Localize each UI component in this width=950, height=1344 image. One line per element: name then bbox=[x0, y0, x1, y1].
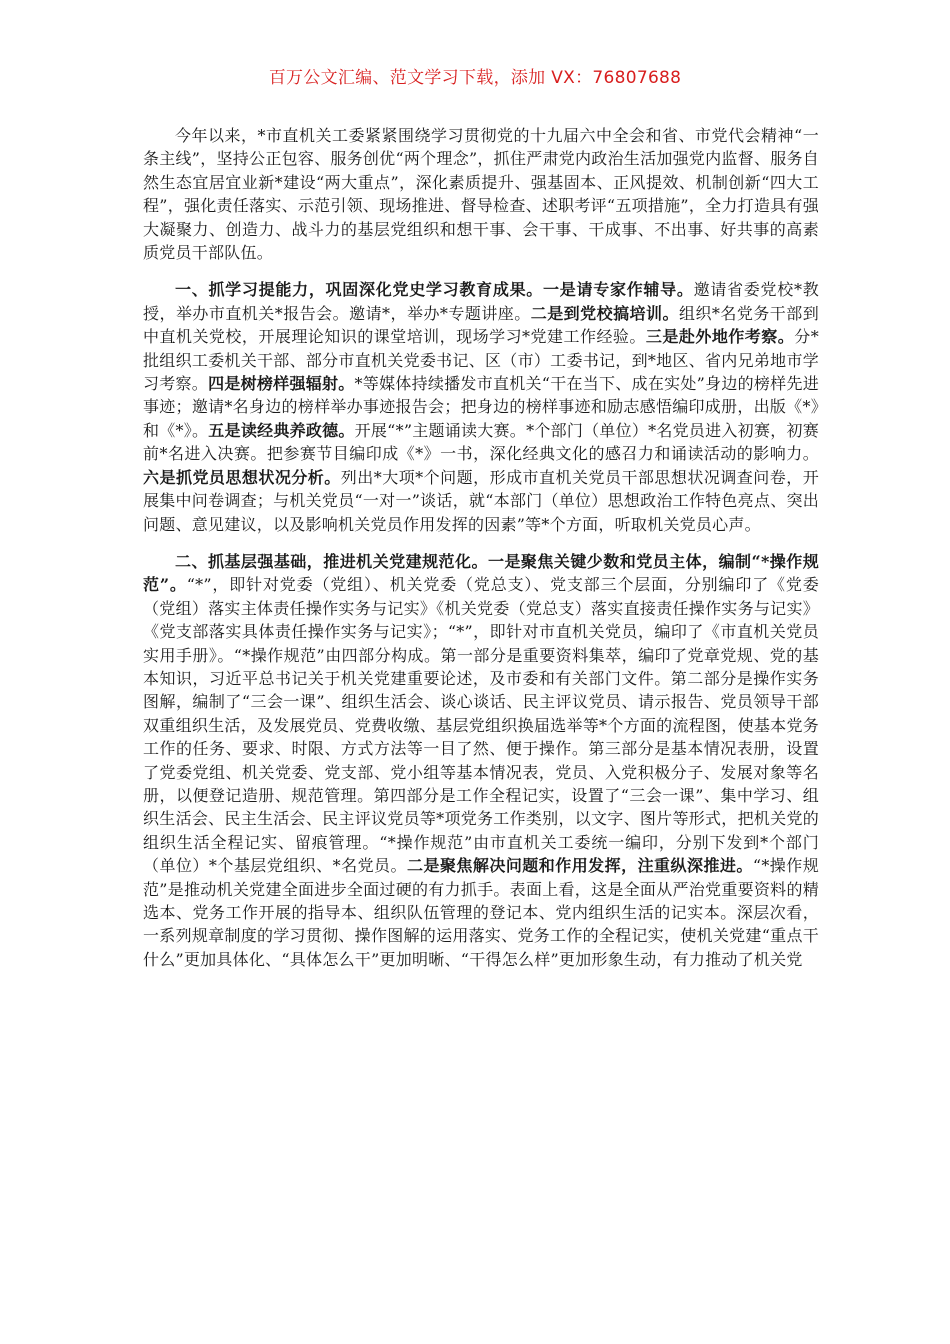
section-heading: 一、抓学习提能力，巩固深化党史学习教育成果。 bbox=[175, 280, 544, 300]
paragraph-text: 邀请省委党校*教授，举办市直机关*报告会。邀请*，举办*专题讲座。 bbox=[143, 280, 819, 323]
paragraph-intro bbox=[143, 124, 819, 264]
section-heading: 二、抓基层强基础，推进机关党建规范化。 bbox=[175, 551, 488, 571]
document-body bbox=[143, 124, 819, 971]
key-point: 五是读经典养政德。 bbox=[208, 420, 355, 440]
key-point: 四是树榜样强辐射。 bbox=[208, 374, 355, 394]
paragraph-text: 列出*大项*个问题，形成市直机关党员干部思想状况调查问卷，开展集中问卷调查；与机关党员“一对一”谈话，就“本部门（单位）思想政治工作特色亮点、突出问题、意见建议，以及影响机关党员作用发挥的因素”等*个方面，听取机关党员心声。 bbox=[143, 467, 819, 534]
paragraph-text: 分*批组织工委机关干部、部分市直机关党委书记、区（市）工委书记，到*地区、省内兄弟地市学习考察。 bbox=[143, 327, 819, 394]
paragraph-text: “*操作规范”是推动机关党建全面进步全面过硬的有力抓手。表面上看，这是全面从严治党重要资料的精选本、党务工作开展的指导本、组织队伍管理的登记本、党内组织生活的记实本。深层次看，一系列规章制度的学习贯彻、操作图解的运用落实、党务工作的全程记实，使机关党建“重点干什么”更加具体化、“具体怎么干”更加明晰、“干得怎么样”更加形象生动，有力推动了机关党 bbox=[143, 856, 819, 969]
watermark-header: 百万公文汇编、范文学习下载，添加 VX：76807688 bbox=[268, 68, 682, 88]
key-point: 二是到党校搞培训。 bbox=[530, 303, 679, 323]
key-point: 一是请专家作辅导。 bbox=[543, 280, 694, 300]
paragraph-text: “*”，即针对党委（党组）、机关党委（党总支）、党支部三个层面，分别编印了《党委（党组）落实主体责任操作实务与记实》《机关党委（党总支）落实直接责任操作实务与记实》《党支部落实具体责任操作实务与记实》；“*”，即针对市直机关党员，编印了《市直机关党员实用手册》。“*操作规范”由四部分构成。第一部分是重要资料集萃，编印了党章党规、党的基本知识，习近平总书记关于机关党建重要论述，及市委和有关部门文件。第二部分是操作实务图解，编制了“三会一课”、组织生活会、谈心谈话、民主评议党员、请示报告、党员领导干部双重组织生活，及发展党员、党费收缴、基层党组织换届选举等*个方面的流程图，使基本党务工作的任务、要求、时限、方式方法等一目了然、便于操作。第三部分是基本情况表册，设置了党委党组、机关党委、党支部、党小组等基本情况表，党员、入党积极分子、发展对象等名册，以便登记造册、规范管理。第四部分是工作全程记实，设置了“三会一课”、集中学习、组织生活会、民主生活会、民主评议党员等*项党务工作类别，以文字、图片等形式，把机关党的组织生活全程记实、留痕管理。“*操作规范”由市直机关工委统一编印，分别下发到*个部门（单位）*个基层党组织、*名党员。 bbox=[143, 575, 819, 876]
paragraph-text: 组织*名党务干部到中直机关党校，开展理论知识的课堂培训，现场学习*党建工作经验。 bbox=[143, 303, 819, 347]
paragraph-text: *等媒体持续播发市直机关“干在当下、成在实处”身边的榜样先进事迹；邀请*名身边的榜样举办事迹报告会；把身边的榜样事迹和励志感悟编印成册，出版《*》和《*》。 bbox=[143, 374, 819, 440]
paragraph-section-1 bbox=[143, 278, 819, 535]
key-point: 六是抓党员思想状况分析。 bbox=[143, 467, 341, 487]
key-point: 三是赴外地作考察。 bbox=[645, 327, 795, 347]
paragraph-text: 开展“*”主题诵读大赛。*个部门（单位）*名党员进入初赛，初赛前*名进入决赛。把参赛节目编印成《*》一书，深化经典文化的感召力和诵读活动的影响力。 bbox=[143, 420, 819, 464]
key-point: 二是聚焦解决问题和作用发挥，注重纵深推进。 bbox=[407, 856, 753, 876]
paragraph-text: 今年以来，*市直机关工委紧紧围绕学习贯彻党的十九届六中全会和省、市党代会精神“一条主线”，坚持公正包容、服务创优“两个理念”，抓住严肃党内政治生活加强党内监督、服务自然生态宜居宜业新*建设“两大重点”，深化素质提升、强基固本、正风提效、机制创新“四大工程”，强化责任落实、示范引领、现场推进、督导检查、述职考评“五项措施”，全力打造具有强大凝聚力、创造力、战斗力的基层党组织和想干事、会干事、干成事、不出事、好共事的高素质党员干部队伍。 bbox=[143, 126, 819, 263]
paragraph-section-2 bbox=[143, 550, 819, 971]
key-point: 一是聚焦关键少数和党员主体，编制“*操作规范”。 bbox=[143, 551, 819, 595]
